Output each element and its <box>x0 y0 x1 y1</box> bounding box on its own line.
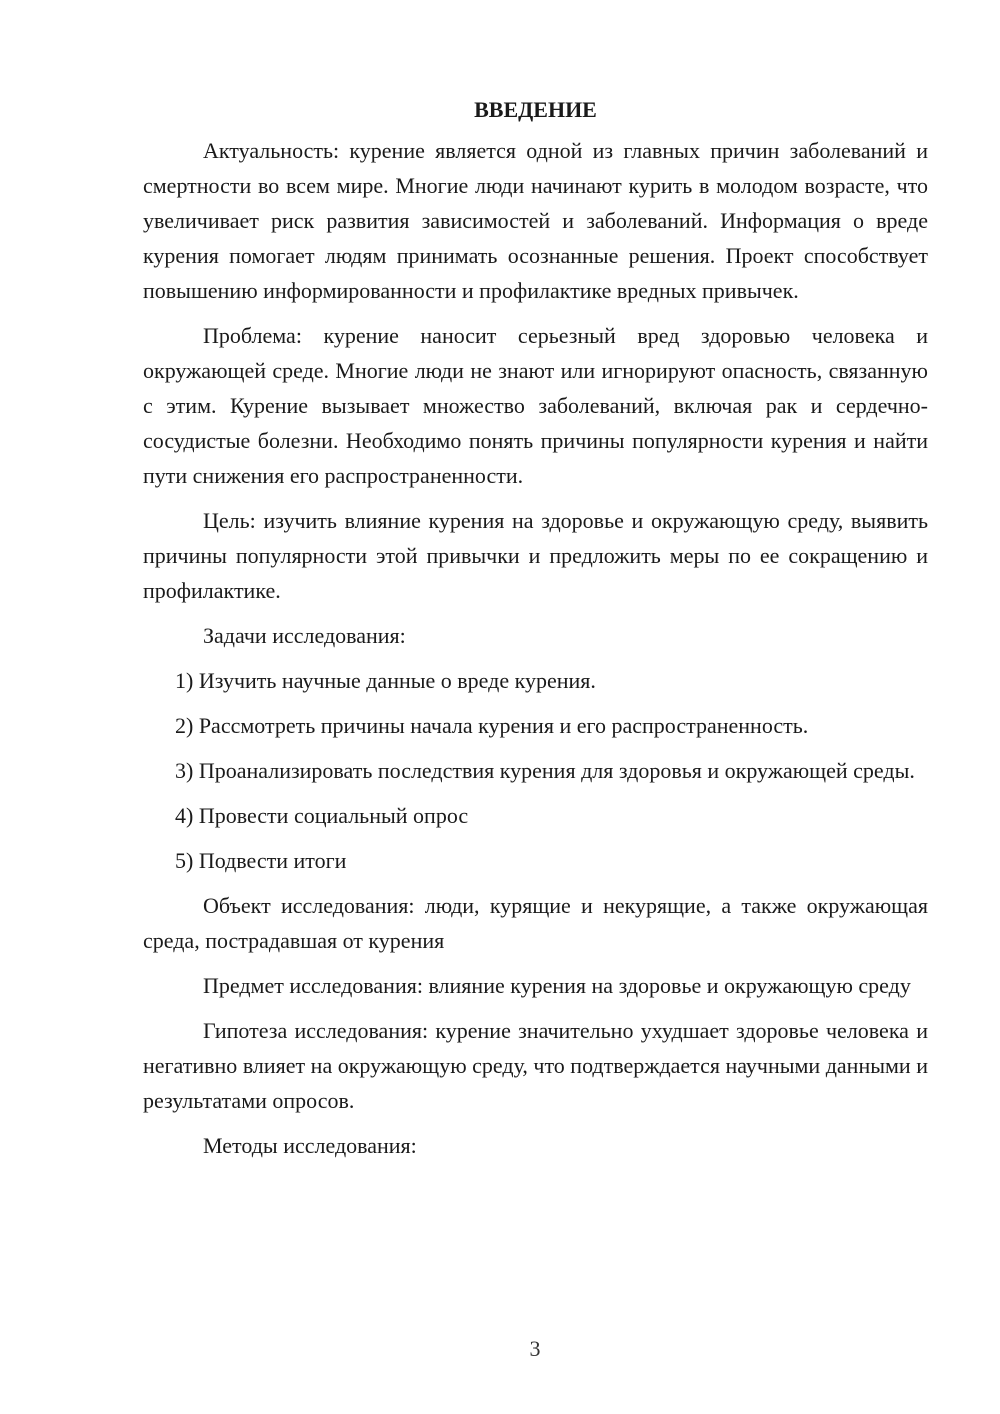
paragraph-subject: Предмет исследования: влияние курения на здоровье и окружающую среду <box>203 973 911 998</box>
paragraph-object: Объект исследования: люди, курящие и некурящие, а также окружающая среда, пострадавшая от курения <box>143 893 928 953</box>
paragraph-goal: Цель: изучить влияние курения на здоровье и окружающую среду, выявить причины популярности этой привычки и предложить меры по ее сокращению и профилактике. <box>143 508 928 603</box>
paragraph-relevance: Актуальность: курение является одной из главных причин заболеваний и смертности во всем мире. Многие люди начинают курить в молодом возрасте, что увеличивает риск развития зависимостей и заболеваний. Информация о вреде курения помогает людям принимать осознанные решения. Проект способствует повышению информированности и профилактике вредных привычек. <box>143 138 928 303</box>
paragraph-tasks-heading: Задачи исследования: <box>203 623 406 648</box>
task-item-3: 3) Проанализировать последствия курения для здоровья и окружающей среды. <box>175 758 915 783</box>
paragraph-problem: Проблема: курение наносит серьезный вред здоровью человека и окружающей среде. Многие люди не знают или игнорируют опасность, связанную с этим. Курение вызывает множество заболеваний, включая рак и сердечно-сосудистые болезни. Необходимо понять причины популярности курения и найти пути снижения его распространенности. <box>143 323 928 488</box>
document-page <box>143 92 928 1173</box>
section-title: ВВЕДЕНИЕ <box>474 97 597 122</box>
paragraph-methods: Методы исследования: <box>203 1133 417 1158</box>
task-item-4: 4) Провести социальный опрос <box>175 803 469 828</box>
page-number: 3 <box>529 1336 541 1361</box>
task-item-2: 2) Рассмотреть причины начала курения и его распространенность. <box>175 713 809 738</box>
task-item-5: 5) Подвести итоги <box>175 848 347 873</box>
task-item-1: 1) Изучить научные данные о вреде курения. <box>175 668 596 693</box>
paragraph-hypothesis: Гипотеза исследования: курение значительно ухудшает здоровье человека и негативно влияет на окружающую среду, что подтверждается научными данными и результатами опросов. <box>143 1018 928 1113</box>
